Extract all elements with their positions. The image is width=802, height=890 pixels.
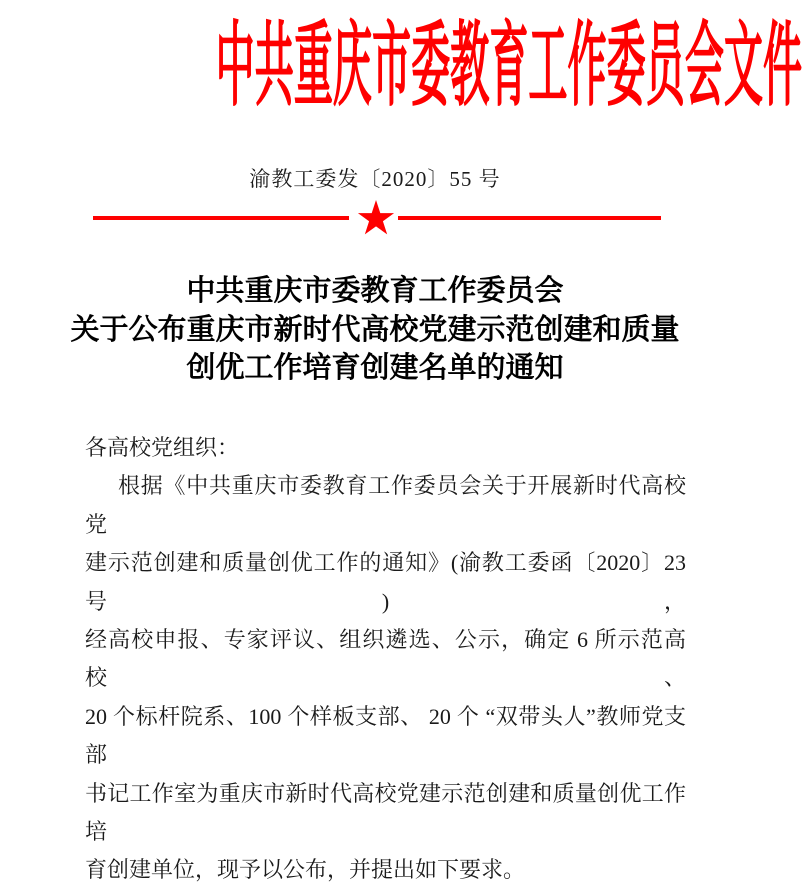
notice-title: [0, 272, 750, 388]
notice-title-line-2: 关于公布重庆市新时代高校党建示范创建和质量: [70, 313, 680, 346]
red-divider: [0, 199, 750, 239]
red-star-icon: [357, 199, 395, 237]
divider-line-right: [398, 216, 661, 220]
divider-line-left: [93, 216, 349, 220]
paragraph-line-1: 根据《中共重庆市委教育工作委员会关于开展新时代高校党: [85, 473, 686, 537]
masthead-title: 中共重庆市委教育工作委员会文件: [215, 15, 802, 117]
body-text: [85, 429, 686, 890]
paragraph-line-6: 育创建单位，现予以公布，并提出如下要求。: [85, 857, 526, 883]
notice-title-line-3: 创优工作培育创建名单的通知: [186, 352, 564, 384]
notice-title-line-1: 中共重庆市委教育工作委员会: [186, 275, 564, 307]
salutation: 各高校党组织：: [85, 435, 240, 460]
paragraph-line-3: 经高校申报、专家评议、组织遴选、公示，确定 6 所示范高校、: [85, 627, 686, 691]
paragraph-line-4: 20 个标杆院系、100 个样板支部、 20 个 “双带头人”教师党支部: [85, 703, 686, 768]
paragraph-line-2: 建示范创建和质量创优工作的通知》(渝教工委函〔2020〕23 号)，: [85, 550, 686, 614]
paragraph-line-5: 书记工作室为重庆市新时代高校党建示范创建和质量创优工作培: [85, 780, 686, 845]
document-number: 渝教工委发〔2020〕55 号: [249, 167, 501, 191]
